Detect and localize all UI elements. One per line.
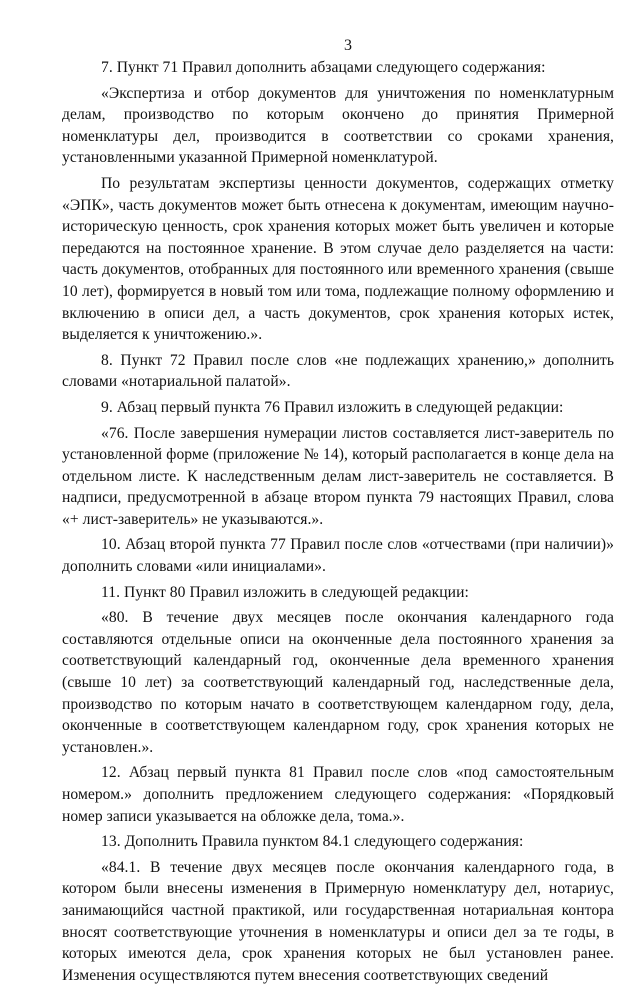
paragraph-item-9-quote: «76. После завершения нумерации листов составляется лист-заверитель по установленной форме (приложение № 14), который располагается в конце дела на отдельном листе. К наследственным делам лист-заверитель не составляется. В надписи, предусмотренной в абзаце втором пункта 79 настоящих Правил, слова «+ лист-заверитель» не указываются.». xyxy=(62,424,614,528)
paragraph-item-7-quote-2: По результатам экспертизы ценности документов, содержащих отметку «ЭПК», часть документов может быть отнесена к документам, имеющим научно-историческую ценность, срок хранения которых может быть увеличен и которые передаются на постоянное хранение. В этом случае дело разделяется на части: часть документов, отобранных для постоянного или временного хранения (свыше 10 лет), формируется в новый том или тома, подлежащие полному оформлению и включению в описи дел, а часть документов, срок хранения которых истек, выделяется к уничтожению.». xyxy=(62,174,614,344)
document-page xyxy=(62,0,614,986)
paragraph-item-13-quote: «84.1. В течение двух месяцев после окончания календарного года, в котором были внесены изменения в Примерную номенклатуру дел, нотариус, занимающийся частной практикой, или государственная нотариальная контора вносят соответствующие уточнения в номенклатуры и описи дел за те годы, в которых имеются дела, срок хранения которых не был установлен ранее. Изменения осуществляются путем внесения соответствующих сведений xyxy=(62,858,614,984)
page-number: 3 xyxy=(344,37,352,54)
paragraph-item-9-heading: 9. Абзац первый пункта 76 Правил изложить в следующей редакции: xyxy=(101,398,564,416)
paragraph-item-10: 10. Абзац второй пункта 77 Правил после слов «отчествами (при наличии)» дополнить словами «или инициалами». xyxy=(62,536,614,576)
paragraph-item-7-heading: 7. Пункт 71 Правил дополнить абзацами следующего содержания: xyxy=(101,59,546,76)
paragraph-item-8: 8. Пункт 72 Правил после слов «не подлежащих хранению,» дополнить словами «нотариальной палатой». xyxy=(62,351,614,391)
paragraph-item-13-heading: 13. Дополнить Правила пунктом 84.1 следующего содержания: xyxy=(101,833,524,851)
paragraph-item-12: 12. Абзац первый пункта 81 Правил после слов «под самостоятельным номером.» дополнить предложением следующего содержания: «Порядковый номер записи указывается на обложке дела, тома.». xyxy=(62,764,614,825)
paragraph-item-11-quote: «80. В течение двух месяцев после окончания календарного года составляются отдельные описи на оконченные дела постоянного хранения за соответствующий календарный год, оконченные дела временного хранения (свыше 10 лет) за соответствующий календарный год, наследственные дела, производство по которым начато в соответствующем календарном году, дела, оконченные в соответствующем календарном году, срок хранения которых не установлен.». xyxy=(62,609,614,756)
paragraph-item-7-quote-1: «Экспертиза и отбор документов для уничтожения по номенклатурным делам, производство по которым окончено до принятия Примерной номенклатуры дел, производится в соответствии со сроками хранения, установленными указанной Примерной номенклатурой. xyxy=(62,84,614,167)
paragraph-item-11-heading: 11. Пункт 80 Правил изложить в следующей редакции: xyxy=(101,583,469,601)
